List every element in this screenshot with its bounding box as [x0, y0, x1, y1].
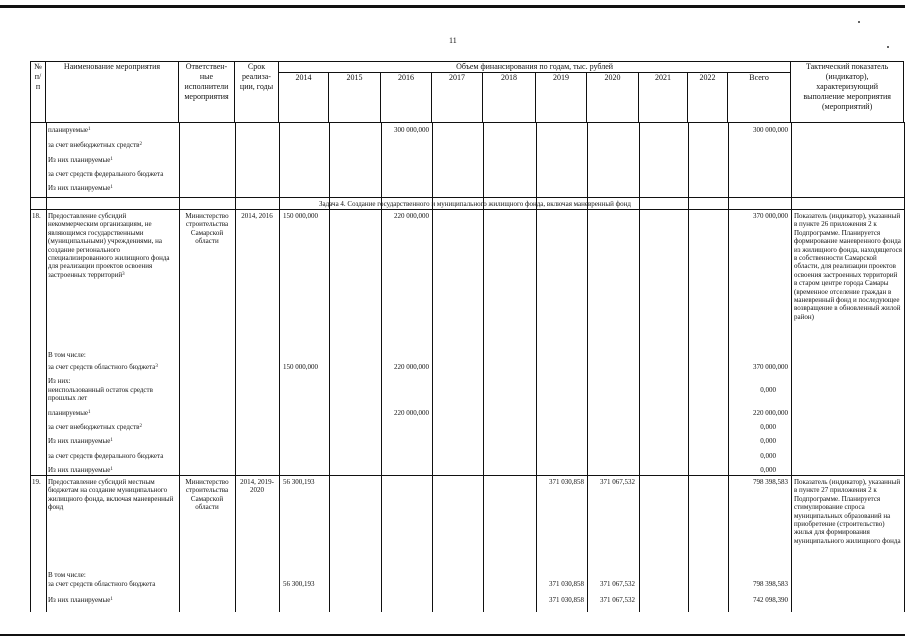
row-responsible: Министерство строительства Самарской области	[185, 212, 229, 246]
cell-value: 370 000,000	[753, 212, 788, 220]
row-number: 18.	[32, 212, 41, 220]
row-indicator: Показатель (индикатор), указанный в пункте 26 приложения 2 к Подпрограмме. Планируется формирование маневренного фонда из жилищного фонда, находящегося в собственности Самарской области, для реализации проектов освоения застроенных территорий в старом центре города Самары (временное отселение граждан в маневренный фонд и последующее возвращение в обновленный жилой район)	[794, 212, 902, 321]
cell-value: 0,000	[760, 423, 776, 431]
row-label: за счет средств областного бюджета$^3$	[48, 363, 158, 371]
row-label: Из них:	[48, 377, 71, 385]
column-rule	[235, 122, 236, 612]
col-header-term: Срок реализа- ции, годы	[235, 62, 279, 123]
task-title: Задача 4. Создание государственного и муниципального жилищного фонда, включая маневренный фонд	[319, 200, 631, 208]
col-header-indicator: Тактический показатель (индикатор), характеризующий выполнение мероприятия (мероприятий)	[791, 62, 904, 123]
cell-value: 798 398,583	[753, 478, 788, 486]
table-body	[30, 122, 905, 612]
cell-value: 371 067,532	[600, 580, 635, 588]
cell-value: 220 000,000	[753, 409, 788, 417]
cell-value: 798 398,583	[753, 580, 788, 588]
row-label: Из них планируемые$^1$	[48, 156, 113, 164]
cell-value: 371 030,858	[549, 580, 584, 588]
col-header-name: Наименование мероприятия	[46, 62, 179, 123]
row-label: неиспользованный остаток средств прошлых лет	[48, 386, 153, 403]
row-rule	[31, 475, 904, 476]
column-rule	[688, 122, 689, 612]
cell-value: 0,000	[760, 466, 776, 474]
cell-value: 56 300,193	[283, 580, 315, 588]
col-header-year: 2015	[329, 73, 381, 123]
row-label: Из них планируемые$^1$	[48, 596, 113, 604]
row-rule	[31, 197, 904, 198]
col-header-year: 2018	[483, 73, 536, 123]
row-label: Из них планируемые$^1$	[48, 466, 113, 474]
row-label: за счет средств областного бюджета	[48, 580, 156, 588]
cell-value: 0,000	[760, 386, 776, 394]
column-rule	[329, 122, 330, 612]
column-rule	[179, 122, 180, 612]
row-label: за счет внебюджетных средств$^2$	[48, 141, 142, 149]
row-label: за счет средств федерального бюджета	[48, 170, 164, 178]
row-name: Предоставление субсидий некоммерческим организациям, не являющимся государственными (муниципальными) учреждениями, на создание регионального специализированного жилищного фонда для реализации проектов освоения застроенных территорий$^3$	[48, 212, 170, 279]
cell-value: 742 098,390	[753, 596, 788, 604]
col-header-year: 2022	[688, 73, 728, 123]
col-header-year: 2016	[381, 73, 432, 123]
col-header-no: № п/п	[31, 62, 46, 123]
row-term: 2014, 2016	[241, 212, 273, 220]
row-name: Предоставление субсидий местным бюджетам на создание муниципального жилищного фонда, включая маневренный фонд	[48, 478, 174, 512]
row-indicator: Показатель (индикатор), указанный в пункте 27 приложения 2 к Подпрограмме. Планируется стимулирование спроса муниципальных образований на приобретение (строительство) жилья для формирования муниципального жилищного фонда	[794, 478, 901, 545]
page-number: 11	[449, 36, 457, 45]
col-header-year: 2017	[432, 73, 483, 123]
row-term: 2014, 2019-2020	[240, 478, 274, 495]
row-label: планируемые$^1$	[48, 126, 91, 134]
cell-value: 371 030,858	[549, 478, 584, 486]
scan-speck	[858, 21, 860, 23]
row-rule	[31, 209, 904, 210]
cell-value: 370 000,000	[753, 363, 788, 371]
cell-value: 0,000	[760, 437, 776, 445]
row-label: Из них планируемые$^1$	[48, 437, 113, 445]
col-header-year: 2021	[639, 73, 688, 123]
column-rule	[587, 122, 588, 612]
cell-value: 150 000,000	[283, 212, 318, 220]
column-rule	[639, 122, 640, 612]
column-rule	[536, 122, 537, 612]
cell-value: 371 067,532	[600, 478, 635, 486]
col-header-responsible: Ответствен- ные исполнители мероприятия	[179, 62, 235, 123]
row-label: планируемые$^1$	[48, 409, 91, 417]
column-rule	[279, 122, 280, 612]
cell-value: 300 000,000	[394, 126, 429, 134]
row-responsible: Министерство строительства Самарской области	[185, 478, 229, 512]
col-header-year: 2014	[279, 73, 329, 123]
row-number: 19.	[32, 478, 41, 486]
column-rule	[432, 122, 433, 612]
col-header-year: 2020	[587, 73, 639, 123]
cell-value: 150 000,000	[283, 363, 318, 371]
cell-value: 0,000	[760, 452, 776, 460]
col-header-year: 2019	[536, 73, 587, 123]
cell-value: 220 000,000	[394, 363, 429, 371]
cell-value: 220 000,000	[394, 212, 429, 220]
column-rule	[483, 122, 484, 612]
column-rule	[791, 122, 792, 612]
col-header-funding: Объем финансирования по годам, тыс. рублей	[279, 62, 791, 73]
scan-speck	[887, 46, 889, 48]
row-label: Из них планируемые$^1$	[48, 184, 113, 192]
table-header	[30, 61, 904, 123]
row-label: за счет средств федерального бюджета	[48, 452, 164, 460]
cell-value: 56 300,193	[283, 478, 315, 486]
row-label: В том числе:	[48, 571, 86, 579]
cell-value: 371 067,532	[600, 596, 635, 604]
cell-value: 300 000,000	[753, 126, 788, 134]
top-rule	[0, 5, 905, 8]
cell-value: 371 030,858	[549, 596, 584, 604]
col-header-total: Всего	[728, 73, 791, 123]
row-label: за счет внебюджетных средств$^2$	[48, 423, 142, 431]
bottom-rule	[0, 634, 905, 636]
column-rule	[46, 122, 47, 612]
cell-value: 220 000,000	[394, 409, 429, 417]
row-label: В том числе:	[48, 351, 86, 359]
